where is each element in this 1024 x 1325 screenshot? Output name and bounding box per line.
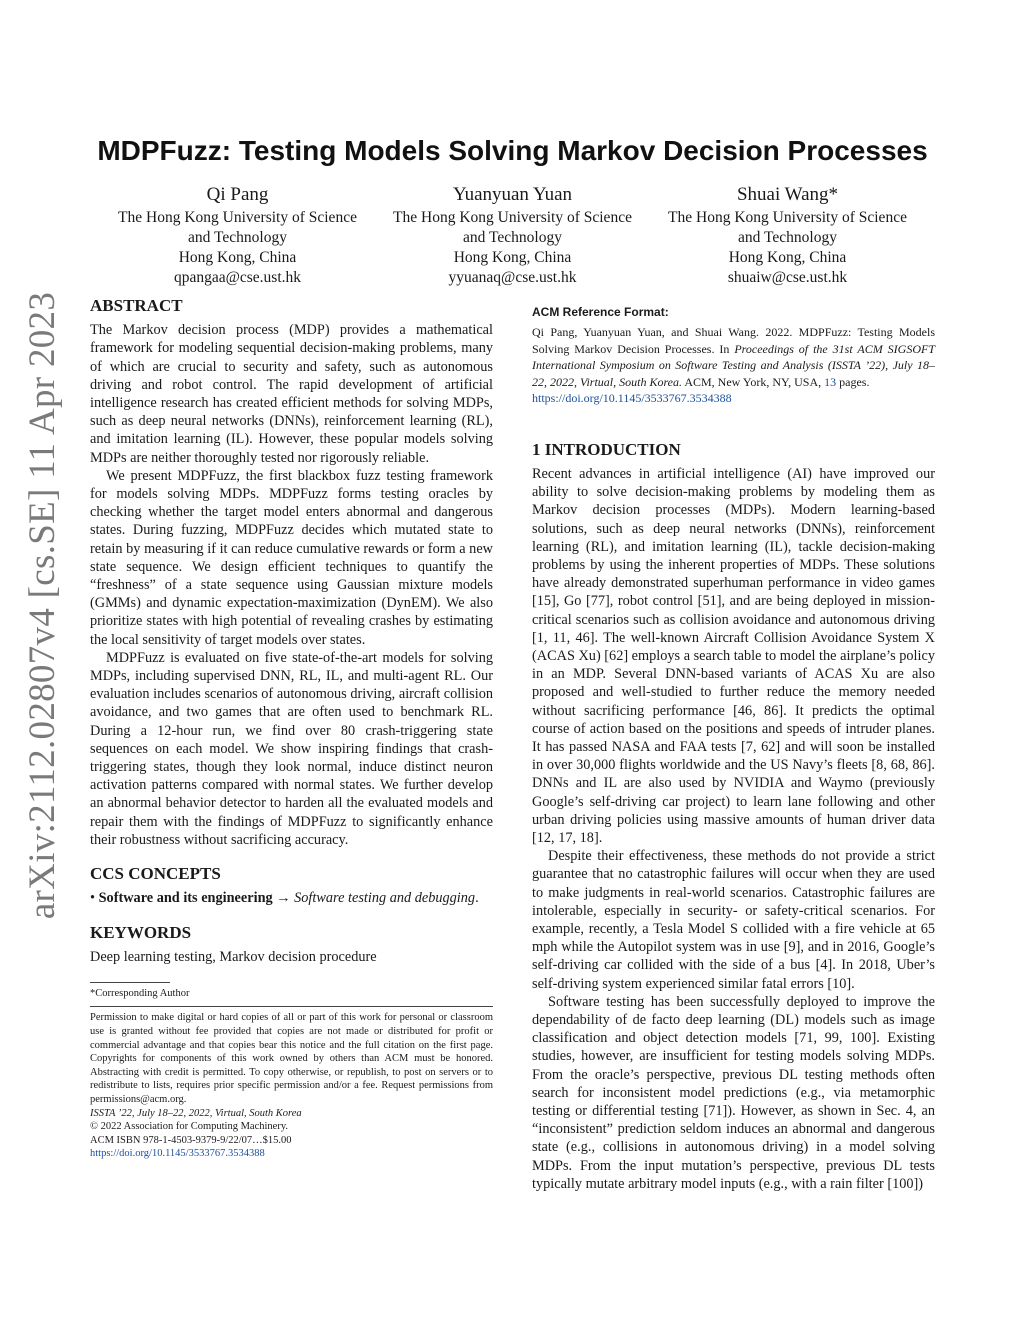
abstract-heading: ABSTRACT (90, 296, 183, 315)
author-name: Qi Pang (206, 184, 269, 205)
keywords-text: Deep learning testing, Markov decision procedure (90, 948, 377, 965)
abstract-paragraph: We present MDPFuzz, the first blackbox fuzz testing framework for models solving MDPs. MDPFuzz forms testing oracles by checking whether the target model enters abnormal and dangerous states. During fuzzing, MDPFuzz decides which mutated state to retain by measuring if it can reduce cumulative rewards or form a new state sequence. We design efficient techniques to quantify the “freshness” of a state sequence using Gaussian mixture models (GMMs) and dynamic expectation-maximization (DynEM). We also prioritize states with high potential of revealing crashes by estimating the local sensitivity of target models over states. (90, 467, 493, 648)
arxiv-stamp: arXiv:2112.02807v4 [cs.SE] 11 Apr 2023 (22, 291, 64, 919)
acm-ref-part: pages. (836, 374, 870, 389)
author-name: Shuai Wang* (736, 184, 839, 205)
acm-ref-part: ACM, New York, NY, USA, (682, 374, 825, 389)
author-email[interactable]: yyuanaq@cse.ust.hk (448, 269, 577, 286)
acm-ref-doi-link[interactable]: https://doi.org/10.1145/3533767.3534388 (532, 391, 732, 406)
venue-line: ISSTA ’22, July 18–22, 2022, Virtual, South Korea (90, 1107, 302, 1119)
acm-reference-text (532, 324, 935, 390)
author-location: Hong Kong, China (728, 249, 847, 266)
doi-link[interactable]: https://doi.org/10.1145/3533767.3534388 (90, 1148, 265, 1160)
permission-notice: Permission to make digital or hard copies of all or part of this work for personal or classroom use is granted without fee provided that copies are not made or distributed for profit or commercial advantage and that copies bear this notice and the full citation on the first page. Copyrights for components of this work owned by others than ACM must be honored. Abstracting with credit is permitted. To copy otherwise, or republish, to post on servers or to redistribute to lists, requires prior specific permission and/or a fee. Request permissions from permissions@acm.org. (90, 1012, 493, 1105)
acm-ref-proceedings: Proceedings of the 31st ACM SIGSOFT International Symposium on Software Testing and Analysis (ISSTA ’22), July 18–22, 2022, Virtual, South Korea. (532, 341, 935, 389)
ccs-concepts (90, 889, 493, 907)
author-3 (650, 182, 925, 288)
left-column (90, 297, 493, 1161)
author-1 (100, 182, 375, 288)
right-column (532, 297, 935, 1193)
intro-paragraph: Despite their effectiveness, these methods do not provide a strict guarantee that no catastrophic failures will occur when they are used to make judgments in real-world scenarios. Catastrophic failures are intolerable, especially in security- or safety-critical scenarios. For example, recently, a Tesla Model S collided with a fire vehicle at 65 mph while the Autopilot system was in use [9], and in 2016, Google’s self-driving car collided with the side of a bus [4]. In 2018, Uber’s self-driving system experienced similar fatal errors [10]. (532, 848, 935, 992)
acm-ref-part: Qi Pang, Yuanyuan Yuan, and Shuai Wang. 2022. MDPFuzz: Testing Models Solving Markov Decision Processes. In (532, 325, 935, 356)
isbn-line: ACM ISBN 978-1-4503-9379-9/22/07…$15.00 (90, 1134, 292, 1146)
intro-paragraph: Recent advances in artificial intelligence (AI) have improved our ability to solve decision-making problems by modeling them as Markov decision processes (MDPs). Modern learning-based solutions, such as deep neural networks (DNNs), reinforcement learning (RL), and imitation learning (IL), tackle decision-making problems by using the inherent properties of MDPs. These solutions have already demonstrated superhuman performance in video games [15], Go [77], robot control [51], and are being deployed in mission-critical scenarios such as collision avoidance and autonomous driving [1, 11, 46]. The well-known Aircraft Collision Avoidance System X (ACAS Xu) [62] employs a search table to model the airplane’s policy in an MDP. Several DNN-based variants of ACAS Xu are also proposed and well-studied to further reduce the memory needed without sacrificing performance [46, 86]. It predicts the optimal course of action based on the positions and speeds of intruder planes. It has passed NASA and FAA tests [7, 62] and will soon be installed in over 30,000 flights worldwide and the US Navy’s fleets [8, 68, 86]. DNNs and IL are also used by NVIDIA and Waymo (previously Google’s self-driving car project) to learn lane following and other urban driving policies using massive amounts of human driver data [12, 17, 18]. (532, 465, 935, 846)
ccs-italic: Software testing and debugging (294, 890, 476, 907)
author-email[interactable]: shuaiw@cse.ust.hk (727, 269, 848, 286)
acm-ref-pages-link[interactable]: 13 (824, 374, 837, 389)
abstract-paragraph: MDPFuzz is evaluated on five state-of-the-art models for solving MDPs, including supervised DNN, RL, IL, and multi-agent RL. Our evaluation includes scenarios of autonomous driving, aircraft collision avoidance, and two games that are often used to benchmark RL. During a 12-hour run, we find over 80 crash-triggering state sequences on each model. We show inspiring findings that crash-triggering states, though they look normal, induce distinct neuron activation patterns compared with normal states. We further develop an abnormal behavior detector to harden all the evaluated models and repair them with the findings of MDPFuzz to significantly enhance their robustness without sacrificing accuracy. (90, 649, 493, 848)
author-name: Yuanyuan Yuan (452, 184, 573, 205)
author-affiliation: The Hong Kong University of Science and Technology (668, 209, 907, 246)
keywords-heading: KEYWORDS (90, 922, 192, 942)
author-2 (375, 182, 650, 288)
copyright-line: © 2022 Association for Computing Machinery. (90, 1121, 289, 1133)
abstract-paragraph: The Markov decision process (MDP) provides a mathematical framework for modeling sequential decision-making problems, many of which are crucial to security and safety, such as autonomous driving and robot control. The rapid development of artificial intelligence research has created efficient methods for solving MDPs, such as deep neural networks (DNNs), reinforcement learning (RL), and imitation learning (IL). However, these popular models solving MDPs are neither thoroughly tested nor rigorously reliable. (90, 322, 493, 466)
introduction-heading: 1 INTRODUCTION (532, 439, 681, 459)
footnote-rule (90, 982, 170, 983)
acm-reference-heading: ACM Reference Format: (532, 305, 669, 319)
intro-paragraph: Software testing has been successfully deployed to improve the dependability of de facto deep learning (DL) models such as image classification and object detection models [71, 99, 100]. Existing studies, however, are insufficient for testing models solving MDPs. From the oracle’s perspective, previous DL testing methods often search for inconsistent model predictions (e.g., via metamorphic testing or differential testing [71]). However, as shown in Sec. 4, an “inconsistent” prediction seldom induces an abnormal and dangerous state (e.g., collisions in autonomous driving) in a model solving MDPs. From the input mutation’s perspective, previous DL tests typically mutate arbitrary model inputs (e.g., with a rain filter [100]) (532, 993, 935, 1192)
author-location: Hong Kong, China (453, 249, 572, 266)
author-location: Hong Kong, China (178, 249, 297, 266)
author-affiliation: The Hong Kong University of Science and Technology (118, 209, 357, 246)
ccs-bold: Software and its engineering (98, 890, 273, 907)
ccs-bullet: • (90, 890, 96, 907)
ccs-end: . (475, 890, 479, 907)
ccs-arrow: → (272, 890, 295, 907)
paper-title: MDPFuzz: Testing Models Solving Markov Decision Processes (97, 135, 928, 166)
footnote: *Corresponding Author (90, 987, 190, 999)
author-block (100, 182, 925, 288)
permission-rule (90, 1006, 493, 1007)
author-email[interactable]: qpangaa@cse.ust.hk (173, 269, 302, 286)
ccs-heading: CCS CONCEPTS (90, 864, 221, 884)
author-affiliation: The Hong Kong University of Science and Technology (393, 209, 632, 246)
